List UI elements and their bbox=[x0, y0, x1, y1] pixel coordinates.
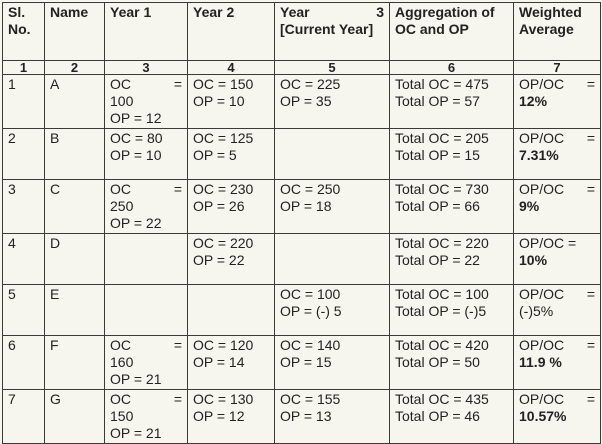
aggregation-line: Total OC = 420 bbox=[395, 337, 489, 353]
cell-sl-no bbox=[3, 390, 45, 444]
cell-year2 bbox=[188, 390, 275, 444]
header-year2: Year 2 bbox=[188, 3, 275, 61]
cell-year2 bbox=[188, 180, 275, 234]
table-body bbox=[3, 75, 601, 444]
name-value: E bbox=[50, 286, 60, 302]
aggregation-line: Total OP = 50 bbox=[395, 354, 480, 370]
cell-name bbox=[45, 336, 105, 390]
cell-year1 bbox=[105, 75, 188, 129]
year1-eq: = bbox=[173, 76, 182, 92]
aggregation-line: Total OP = (-)5 bbox=[395, 303, 487, 319]
header-name: Name bbox=[45, 3, 105, 61]
weighted-eq: = bbox=[586, 337, 595, 353]
col-num-2: 2 bbox=[45, 61, 105, 75]
name-value: B bbox=[50, 130, 60, 146]
name-value: A bbox=[50, 76, 60, 92]
weighted-value: 12% bbox=[519, 93, 548, 109]
year1-oc-value: 100 bbox=[110, 93, 134, 109]
cell-aggregation bbox=[390, 285, 514, 336]
year1-line: OP = 10 bbox=[110, 147, 162, 163]
table-row bbox=[3, 75, 601, 129]
sl-no-value: 5 bbox=[8, 286, 16, 302]
cell-year3 bbox=[275, 336, 390, 390]
weighted-value: 10.57% bbox=[519, 408, 567, 424]
year3-line: OP = (-) 5 bbox=[280, 303, 342, 319]
oc-op-table bbox=[2, 2, 601, 444]
header-year3-word: Year bbox=[280, 4, 310, 20]
year2-line: OP = 26 bbox=[193, 198, 245, 214]
year1-oc-label: OC bbox=[110, 76, 131, 92]
cell-aggregation bbox=[390, 75, 514, 129]
header-sl-no: Sl. No. bbox=[3, 3, 45, 61]
weighted-value: 10% bbox=[519, 252, 548, 268]
cell-year3 bbox=[275, 180, 390, 234]
year3-line: OP = 35 bbox=[280, 93, 332, 109]
year1-op: OP = 12 bbox=[110, 110, 162, 126]
aggregation-line: Total OC = 435 bbox=[395, 391, 489, 407]
cell-year3 bbox=[275, 390, 390, 444]
header-year3 bbox=[275, 3, 390, 61]
aggregation-line: Total OP = 66 bbox=[395, 198, 480, 214]
cell-year1 bbox=[105, 390, 188, 444]
cell-sl-no bbox=[3, 234, 45, 285]
aggregation-line: Total OC = 100 bbox=[395, 286, 489, 302]
header-year1: Year 1 bbox=[105, 3, 188, 61]
aggregation-line: Total OC = 205 bbox=[395, 130, 489, 146]
year1-op: OP = 22 bbox=[110, 215, 162, 231]
cell-name bbox=[45, 129, 105, 180]
cell-year3 bbox=[275, 234, 390, 285]
name-value: D bbox=[50, 235, 61, 251]
aggregation-line: Total OP = 57 bbox=[395, 93, 480, 109]
weighted-label: OP/OC bbox=[519, 337, 565, 353]
cell-name bbox=[45, 75, 105, 129]
year3-line: OC = 250 bbox=[280, 181, 341, 197]
cell-year1 bbox=[105, 180, 188, 234]
weighted-value: 9% bbox=[519, 198, 540, 214]
cell-aggregation bbox=[390, 180, 514, 234]
cell-weighted-average bbox=[514, 285, 601, 336]
sl-no-value: 4 bbox=[8, 235, 16, 251]
year1-oc-value: 250 bbox=[110, 198, 134, 214]
cell-name bbox=[45, 285, 105, 336]
name-value: G bbox=[50, 391, 61, 407]
cell-aggregation bbox=[390, 129, 514, 180]
document-table-container bbox=[2, 2, 601, 444]
header-year3-num: 3 bbox=[376, 4, 384, 20]
year1-eq: = bbox=[173, 337, 182, 353]
year3-line: OC = 155 bbox=[280, 391, 341, 407]
year1-op: OP = 21 bbox=[110, 371, 162, 387]
year2-line: OC = 130 bbox=[193, 391, 254, 407]
year2-line: OC = 120 bbox=[193, 337, 254, 353]
cell-weighted-average bbox=[514, 129, 601, 180]
year2-line: OC = 220 bbox=[193, 235, 254, 251]
cell-sl-no bbox=[3, 75, 45, 129]
weighted-value: (-)5% bbox=[519, 303, 554, 319]
cell-aggregation bbox=[390, 234, 514, 285]
year3-line: OP = 15 bbox=[280, 354, 332, 370]
cell-weighted-average bbox=[514, 336, 601, 390]
year3-line: OC = 100 bbox=[280, 286, 341, 302]
year1-oc-value: 150 bbox=[110, 408, 134, 424]
col-num-5: 5 bbox=[275, 61, 390, 75]
cell-year1 bbox=[105, 234, 188, 285]
sl-no-value: 7 bbox=[8, 391, 16, 407]
cell-year2 bbox=[188, 234, 275, 285]
weighted-label: OP/OC = bbox=[519, 235, 577, 251]
table-row bbox=[3, 285, 601, 336]
cell-name bbox=[45, 390, 105, 444]
weighted-eq: = bbox=[586, 181, 595, 197]
weighted-label: OP/OC bbox=[519, 76, 565, 92]
name-value: C bbox=[50, 181, 61, 197]
year2-line: OC = 150 bbox=[193, 76, 254, 92]
year1-eq: = bbox=[173, 391, 182, 407]
cell-year3 bbox=[275, 129, 390, 180]
year2-line: OP = 12 bbox=[193, 408, 245, 424]
year1-oc-value: 160 bbox=[110, 354, 134, 370]
sl-no-value: 6 bbox=[8, 337, 16, 353]
col-num-4: 4 bbox=[188, 61, 275, 75]
cell-sl-no bbox=[3, 129, 45, 180]
weighted-eq: = bbox=[586, 76, 595, 92]
cell-weighted-average bbox=[514, 75, 601, 129]
year3-line: OP = 18 bbox=[280, 198, 332, 214]
year2-line: OC = 230 bbox=[193, 181, 254, 197]
year2-line: OP = 22 bbox=[193, 252, 245, 268]
cell-sl-no bbox=[3, 336, 45, 390]
year2-line: OP = 14 bbox=[193, 354, 245, 370]
cell-year1 bbox=[105, 285, 188, 336]
aggregation-line: Total OP = 22 bbox=[395, 252, 480, 268]
cell-year3 bbox=[275, 285, 390, 336]
year1-op: OP = 21 bbox=[110, 425, 162, 441]
cell-weighted-average bbox=[514, 390, 601, 444]
year1-oc-label: OC bbox=[110, 337, 131, 353]
year2-line: OC = 125 bbox=[193, 130, 254, 146]
cell-name bbox=[45, 180, 105, 234]
weighted-eq: = bbox=[586, 391, 595, 407]
cell-sl-no bbox=[3, 285, 45, 336]
table-row bbox=[3, 129, 601, 180]
sl-no-value: 1 bbox=[8, 76, 16, 92]
col-num-3: 3 bbox=[105, 61, 188, 75]
table-row bbox=[3, 336, 601, 390]
year1-line: OC = 80 bbox=[110, 130, 163, 146]
cell-year2 bbox=[188, 285, 275, 336]
aggregation-line: Total OC = 220 bbox=[395, 235, 489, 251]
cell-year2 bbox=[188, 129, 275, 180]
header-aggregation: Aggregation of OC and OP bbox=[390, 3, 514, 61]
cell-aggregation bbox=[390, 336, 514, 390]
weighted-eq: = bbox=[586, 286, 595, 302]
weighted-label: OP/OC bbox=[519, 181, 565, 197]
cell-year1 bbox=[105, 129, 188, 180]
year1-oc-label: OC bbox=[110, 391, 131, 407]
table-row bbox=[3, 390, 601, 444]
sl-no-value: 2 bbox=[8, 130, 16, 146]
weighted-eq: = bbox=[586, 130, 595, 146]
year1-oc-label: OC bbox=[110, 181, 131, 197]
col-num-1: 1 bbox=[3, 61, 45, 75]
cell-weighted-average bbox=[514, 234, 601, 285]
cell-year1 bbox=[105, 336, 188, 390]
weighted-label: OP/OC bbox=[519, 286, 565, 302]
header-row bbox=[3, 3, 601, 61]
cell-weighted-average bbox=[514, 180, 601, 234]
header-weighted-average: Weighted Average bbox=[514, 3, 601, 61]
year3-line: OP = 13 bbox=[280, 408, 332, 424]
aggregation-line: Total OP = 15 bbox=[395, 147, 480, 163]
column-number-row bbox=[3, 61, 601, 75]
year3-line: OC = 225 bbox=[280, 76, 341, 92]
col-num-6: 6 bbox=[390, 61, 514, 75]
col-num-7: 7 bbox=[514, 61, 601, 75]
year1-eq: = bbox=[173, 181, 182, 197]
table-row bbox=[3, 234, 601, 285]
aggregation-line: Total OP = 46 bbox=[395, 408, 480, 424]
year2-line: OP = 10 bbox=[193, 93, 245, 109]
table-row bbox=[3, 180, 601, 234]
cell-aggregation bbox=[390, 390, 514, 444]
cell-year2 bbox=[188, 75, 275, 129]
weighted-value: 11.9 % bbox=[519, 354, 562, 370]
weighted-label: OP/OC bbox=[519, 391, 565, 407]
cell-year2 bbox=[188, 336, 275, 390]
year2-line: OP = 5 bbox=[193, 147, 237, 163]
cell-year3 bbox=[275, 75, 390, 129]
header-year3-current: [Current Year] bbox=[280, 21, 374, 37]
sl-no-value: 3 bbox=[8, 181, 16, 197]
year3-line: OC = 140 bbox=[280, 337, 341, 353]
cell-name bbox=[45, 234, 105, 285]
weighted-value: 7.31% bbox=[519, 147, 559, 163]
cell-sl-no bbox=[3, 180, 45, 234]
weighted-label: OP/OC bbox=[519, 130, 565, 146]
aggregation-line: Total OC = 730 bbox=[395, 181, 489, 197]
name-value: F bbox=[50, 337, 59, 353]
aggregation-line: Total OC = 475 bbox=[395, 76, 489, 92]
